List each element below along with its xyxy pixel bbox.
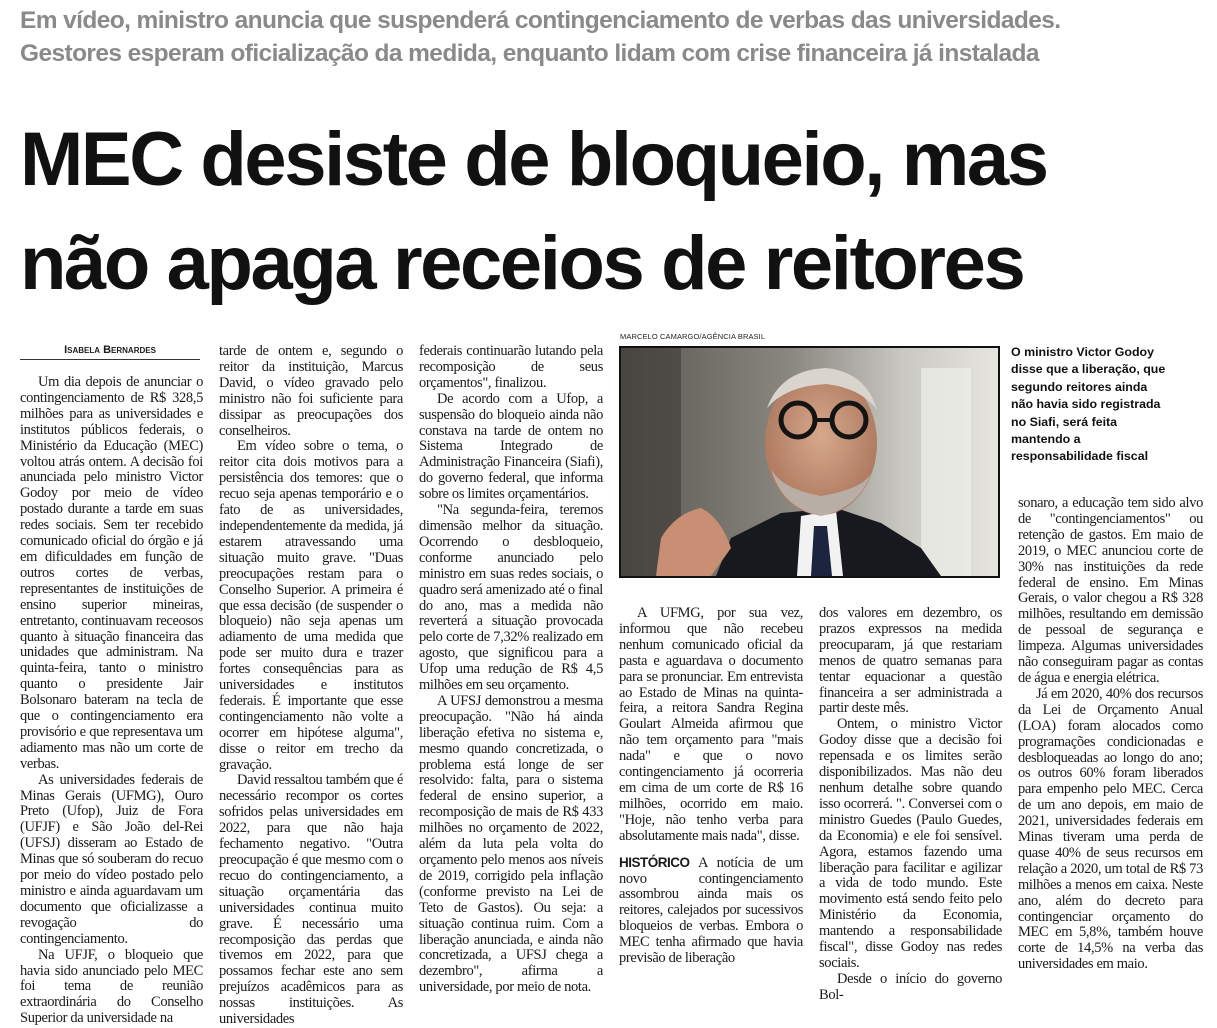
byline-name: Isabela Bernardes	[64, 344, 156, 356]
paragraph: A UFMG, por sua vez, informou que não recebeu nenhum comunicado oficial da pasta e aguardava o documento para se pronunciar. Em entrevista ao Estado de Minas na quinta-feira, a reitora Sandra Regina Goulart Almeida afirmou que não tem orçamento para "mais nada" e que o novo contingenciamento já ocorreria em cima de um corte de R$ 16 milhões, ocorrido em maio. "Hoje, não tenho verba para absolutamente mais nada", disse.	[619, 605, 803, 844]
headline-line-2: não apaga receios de reitores	[20, 221, 1024, 306]
kicker	[20, 4, 1200, 70]
paragraph: As universidades federais de Minas Gerais (UFMG), Ouro Preto (Ufop), Juiz de Fora (UFJF) e São João del-Rei (UFSJ) disseram ao Estado de Minas que só souberam do recuo por meio do vídeo postado pelo ministro e ainda aguardavam um documento que oficializasse a revogação do contingenciamento.	[20, 771, 203, 947]
minister-portrait-image	[621, 348, 998, 576]
article-column-3	[419, 343, 603, 996]
article-column-2	[219, 343, 403, 1028]
paragraph: dos valores em dezembro, os prazos expressos na medida preocuparam, já que restariam menos de quatro semanas para tentar equacionar a questão financeira a ser administrada a partir deste mês.	[819, 605, 1002, 717]
paragraph: "Na segunda-feira, teremos dimensão melhor da situação. Ocorrendo o desbloqueio, conforme anunciado pelo ministro em suas redes sociais, o quadro será amenizado até o final do ano, mas a medida não reverterá a situação provocada pelo corte de 7,32% realizado em agosto, que significou para a Ufop uma redução de R$ 4,5 milhões em seu orçamento.	[419, 502, 603, 694]
byline	[20, 344, 200, 360]
paragraph: David ressaltou também que é necessário recompor os cortes sofridos pelas universidades em 2022, para que não haja fechamento negativo. "Outra preocupação é que mesmo com o recuo do contingenciamento, a situação orçamentária das universidades continua muito grave. É necessário uma recomposição das perdas que tivemos em 2022, para que possamos fechar este ano sem prejuízos acadêmicos para as nossas instituições. As universidades	[219, 772, 403, 1028]
paragraph: A UFSJ demonstrou a mesma preocupação. "Não há ainda liberação efetiva no sistema e, mesmo quando concretizada, o problema está longe de ser resolvido: falta, para o sistema federal de ensino superior, a recomposição de mais de R$ 433 milhões no orçamento de 2022, além da luta pela volta do orçamento pelo menos aos níveis de 2019, corrigido pela inflação (conforme previsto na Lei de Teto de Gastos). Ou seja: a situação continua ruim. Com a liberação anunciada, e ainda não concretizada, a UFSJ chega a dezembro", afirma a universidade, por meio de nota.	[419, 692, 603, 996]
kicker-line-2: Gestores esperam oficialização da medida, enquanto lidam com crise financeira já instalada	[20, 40, 1039, 67]
paragraph	[619, 855, 803, 967]
photo-caption	[1011, 344, 1206, 466]
caption-line: mantendo a	[1011, 432, 1081, 447]
paragraph: Em vídeo sobre o tema, o reitor cita dois motivos para a persistência dos temores: que o recuo seja apenas temporário e o fato de as universidades, independentemente da medida, já estarem atravessando uma situação muito grave. "Duas preocupações restam para o Conselho Superior. A primeira é que essa decisão (de suspender o bloqueio) não seja apenas um adiamento de uma medida que pode ser muito dura e trazer fortes consequências para as universidades e institutos federais. É importante que esse contingenciamento não volte a ocorrer em hipótese alguma", disse o reitor em trecho da gravação.	[219, 438, 403, 773]
photo-minister	[619, 346, 1000, 578]
paragraph: Um dia depois de anunciar o contingenciamento de R$ 328,5 milhões para as universidades e institutos públicos federais, o Ministério da Educação (MEC) voltou atrás ontem. A decisão foi anunciada pelo ministro Victor Godoy por meio de vídeo postado durante a tarde em suas redes sociais. Sem ter recebido comunicado oficial do órgão e já em dificuldades em função de outros cortes de verbas, representantes de instituições de ensino superior mineiras, entretanto, continuavam receosos quanto à situação financeira das unidades que administram. Na quinta-feira, tanto o ministro quanto o presidente Jair Bolsonaro bateram na tecla de que o contingenciamento era provisório e que representava um adiamento mas não um corte de verbas.	[20, 374, 203, 772]
section-label: HISTÓRICO	[619, 854, 690, 870]
article-column-4	[619, 605, 803, 967]
headline	[20, 108, 1210, 316]
caption-line: O ministro Victor Godoy	[1011, 345, 1154, 359]
paragraph: Ontem, o ministro Victor Godoy disse que a decisão foi repensada e os limites serão disponibilizados. Mas não deu nenhum detalhe sobre quando isso ocorrerá. ". Conversei com o ministro Guedes (Paulo Guedes, da Economia) e ele foi sensível. Agora, estamos fazendo uma liberação para facilitar e agilizar a vida de todo mundo. Este movimento está sendo feito pelo Ministério da Economia, mantendo a responsabilidade fiscal", disse Godoy nas redes sociais.	[819, 716, 1002, 971]
paragraph: tarde de ontem e, segundo o reitor da instituição, Marcus David, o vídeo gravado pelo ministro não foi suficiente para dissipar as preocupações dos conselheiros.	[219, 343, 403, 439]
caption-line: não havia sido registrada	[1011, 397, 1161, 412]
article-column-1	[20, 374, 203, 1027]
paragraph: Na UFJF, o bloqueio que havia sido anunciado pelo MEC foi tema de reunião extraordinária do Conselho Superior da universidade na	[20, 946, 203, 1027]
caption-line: no Siafi, será feita	[1011, 414, 1118, 429]
photo-credit: MARCELO CAMARGO/AGÊNCIA BRASIL	[620, 332, 766, 341]
paragraph: Desde o início do governo Bol-	[819, 970, 1002, 1003]
article-column-5	[819, 605, 1002, 1003]
caption-line: responsabilidade fiscal	[1011, 449, 1149, 464]
paragraph: De acordo com a Ufop, a suspensão do bloqueio ainda não constava na tarde de ontem no Sistema Integrado de Administração Financeira (Siafi), do governo federal, que informa sobre os limites orçamentários.	[419, 390, 603, 503]
headline-line-1: MEC desiste de bloqueio, mas	[20, 117, 1047, 202]
paragraph: Já em 2020, 40% dos recursos da Lei de Orçamento Anual (LOA) foram alocados como programações condicionadas e desbloqueadas ao longo do ano; os outros 60% foram liberados para empenho pelo MEC. Cerca de um ano depois, em maio de 2021, universidades federais em Minas tiveram uma perda de quase 40% de seus recursos em relação a 2020, um total de R$ 73 milhões a menos em caixa. Neste ano, além do decreto para contingenciar orçamento do MEC em 5,8%, também houve corte de 14,5% na verba das universidades em maio.	[1018, 685, 1203, 973]
article-column-6	[1018, 495, 1203, 973]
paragraph: sonaro, a educação tem sido alvo de "contingenciamentos" ou retenção de gastos. Em maio de 2019, o MEC anunciou corte de 30% nas instituições da rede federal de ensino. Em Minas Gerais, o valor chegou a R$ 328 milhões, resultando em demissão de pessoal de segurança e limpeza. Algumas universidades não conseguiram pagar as contas de água e energia elétrica.	[1018, 495, 1203, 686]
paragraph: federais continuarão lutando pela recomposição de seus orçamentos", finalizou.	[419, 343, 603, 391]
caption-line: disse que a liberação, que	[1011, 362, 1166, 377]
section-text: A notícia de um novo contingenciamento assombrou ainda mais os reitores, calejados por sucessivos bloqueios de verbas. Embora o MEC tenha afirmado que havia previsão de liberação	[619, 854, 803, 967]
kicker-line-1: Em vídeo, ministro anuncia que suspenderá contingenciamento de verbas das universidades.	[20, 7, 1061, 34]
caption-line: segundo reitores ainda	[1011, 379, 1148, 394]
